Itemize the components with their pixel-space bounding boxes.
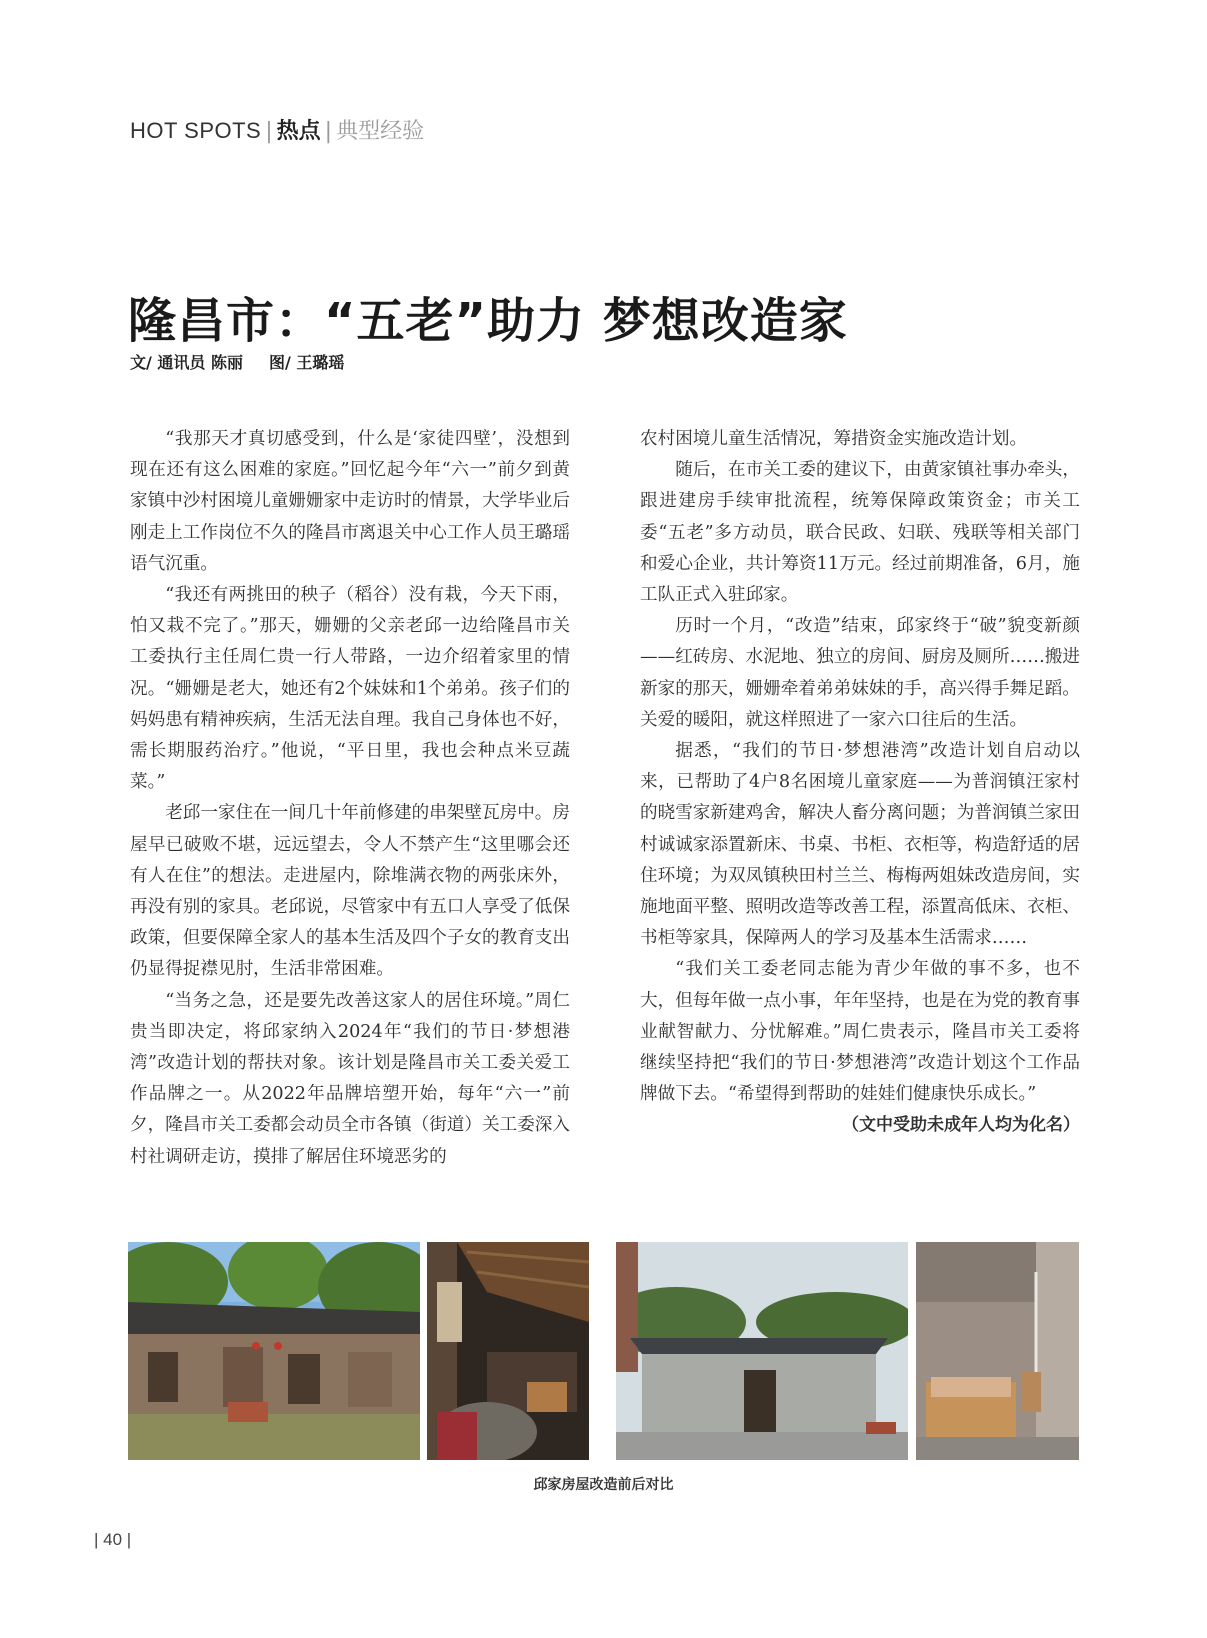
paragraph: “我还有两挑田的秧子（稻谷）没有栽，今天下雨，怕又栽不完了。”那天，姗姗的父亲老邱一边给隆昌市关工委执行主任周仁贵一行人带路，一边介绍着家里的情况。“姗姗是老大，她还有2个妹妹和1个弟弟。孩子们的妈妈患有精神疾病，生活无法自理。我自己身体也不好，需长期服药治疗。”他说，“平日里，我也会种点米豆蔬菜。”: [130, 585, 570, 793]
paragraph: “我那天才真切感受到，什么是‘家徒四壁’，没想到现在还有这么困难的家庭。”回忆起今年“六一”前夕到黄家镇中沙村困境儿童姗姗家中走访时的情景，大学毕业后刚走上工作岗位不久的隆昌市离退关中心工作人员王璐瑶语气沉重。: [130, 429, 570, 574]
paragraph-continuation: 农村困境儿童生活情况，筹措资金实施改造计划。: [640, 429, 1028, 449]
article-column-right: [640, 424, 1080, 1142]
byline-photographer: 图/ 王璐瑶: [269, 353, 345, 372]
paragraph: 随后，在市关工委的建议下，由黄家镇社事办牵头，跟进建房手续审批流程，统筹保障政策资金；市关工委“五老”多方动员，联合民政、妇联、残联等相关部门和爱心企业，共计筹资11万元。经过前期准备，6月，施工队正式入驻邱家。: [640, 460, 1080, 606]
photo-caption: 邱家房屋改造前后对比: [533, 1477, 674, 1493]
byline: [130, 350, 344, 373]
section-header: [130, 114, 424, 145]
anonymization-note: （文中受助未成年人均为化名）: [842, 1115, 1080, 1136]
article-column-left: [130, 424, 570, 1173]
page-number: | 40 |: [94, 1530, 132, 1549]
photo-old-house-interior: [427, 1242, 589, 1460]
subsection-label: 典型经验: [336, 119, 425, 144]
paragraph-text: “我们关工委老同志能为青少年做的事不多，也不大，但每年做一点小事，年年坚持，也是在为党的教育事业献智献力、分忧解难。”周仁贵表示，隆昌市关工委将继续坚持把“我们的节日·梦想港湾”改造计划这个工作品牌做下去。“希望得到帮助的娃娃们健康快乐成长。”: [640, 959, 1080, 1105]
header-separator-1: |: [265, 119, 273, 144]
paragraph: [640, 954, 1080, 1136]
paragraph: 据悉，“我们的节日·梦想港湾”改造计划自启动以来，已帮助了4户8名困境儿童家庭——为普润镇汪家村的晓雪家新建鸡舍，解决人畜分离问题；为普润镇兰家田村诚诚家添置新床、书桌、书柜、衣柜等，构造舒适的居住环境；为双凤镇秧田村兰兰、梅梅两姐妹改造房间，实施地面平整、照明改造等改善工程，添置高低床、衣柜、书柜等家具，保障两人的学习及基本生活需求……: [640, 741, 1080, 949]
paragraph: 历时一个月，“改造”结束，邱家终于“破”貌变新颜——红砖房、水泥地、独立的房间、厨房及厕所……搬进新家的那天，姗姗牵着弟弟妹妹的手，高兴得手舞足蹈。关爱的暖阳，就这样照进了一家六口往后的生活。: [640, 616, 1080, 730]
header-separator-2: |: [324, 119, 333, 144]
paragraph: 老邱一家住在一间几十年前修建的串架壁瓦房中。房屋早已破败不堪，远远望去，令人不禁产生“这里哪会还有人在住”的想法。走进屋内，除堆满衣物的两张床外，再没有别的家具。老邱说，尽管家中有五口人享受了低保政策，但要保障全家人的基本生活及四个子女的教育支出仍显得捉襟见肘，生活非常困难。: [130, 803, 570, 980]
paragraph: “当务之急，还是要先改善这家人的居住环境。”周仁贵当即决定，将邱家纳入2024年“我们的节日·梦想港湾”改造计划的帮扶对象。该计划是隆昌市关工委关爱工作品牌之一。从2022年品牌培塑开始，每年“六一”前夕，隆昌市关工委都会动员全市各镇（街道）关工委深入村社调研走访，摸排了解居住环境恶劣的: [130, 990, 570, 1167]
photo-old-house-exterior: [128, 1242, 420, 1460]
photo-new-house-interior: [916, 1242, 1079, 1460]
article-title: 隆昌市：“五老”助力 梦想改造家: [128, 293, 848, 349]
section-label-en: HOT SPOTS: [130, 118, 262, 143]
section-label-cn: 热点: [276, 118, 321, 144]
byline-author: 文/ 通讯员 陈丽: [130, 353, 243, 372]
photo-new-house-exterior: [616, 1242, 908, 1460]
